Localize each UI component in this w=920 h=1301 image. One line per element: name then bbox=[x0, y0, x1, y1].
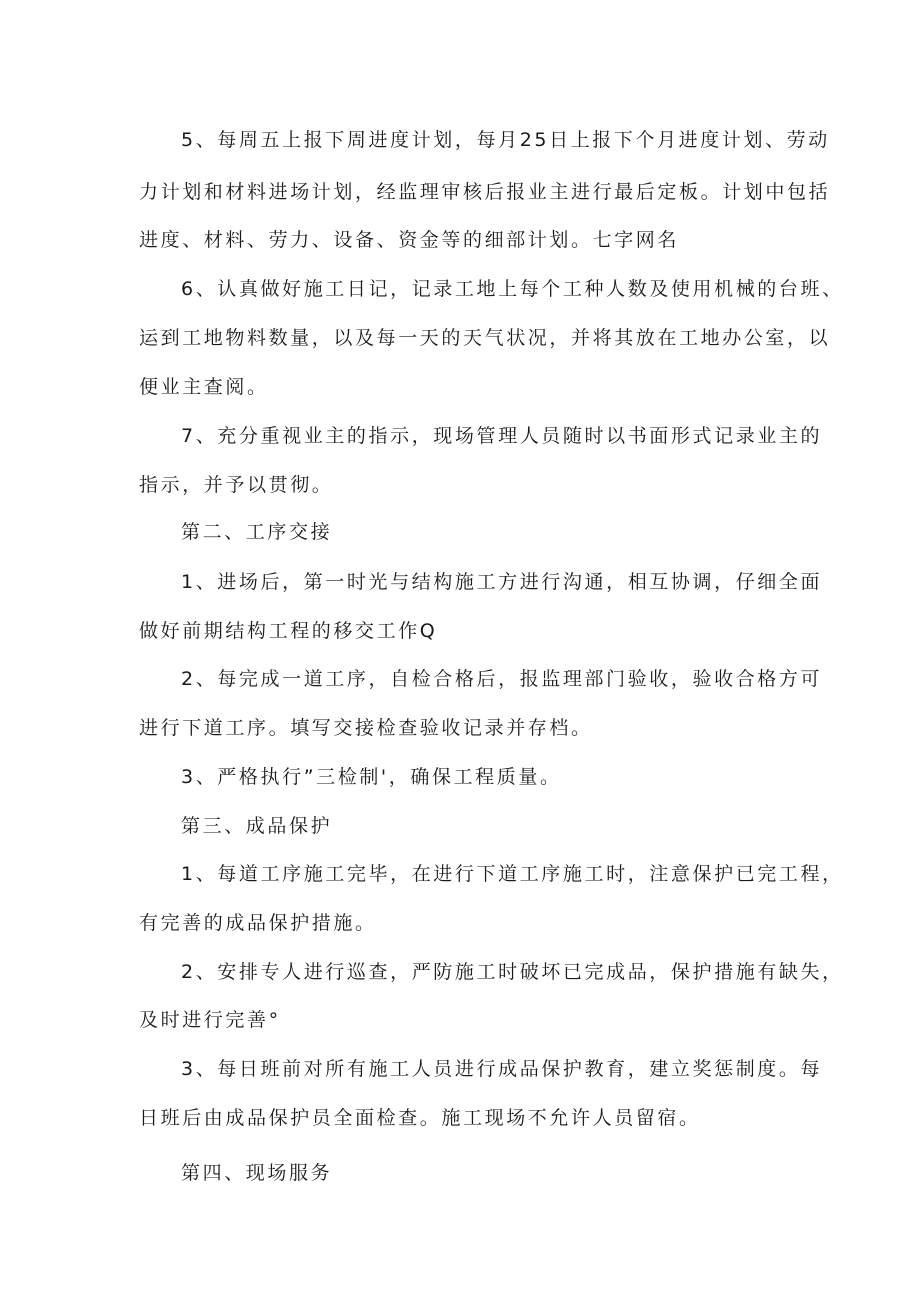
paragraph-5-line-2: 力计划和材料进场计划，经监理审核后报业主进行最后定板。计划中包括 bbox=[139, 181, 831, 203]
section-2-item-3-line-1: 3、严格执行”三检制'，确保工程质量。 bbox=[181, 766, 562, 788]
section-3-item-2-line-2: 及时进行完善° bbox=[139, 1009, 281, 1031]
paragraph-6-line-3: 便业主查阅。 bbox=[139, 376, 269, 398]
section-3-item-3-line-1: 3、每日班前对所有施工人员进行成品保护教育，建立奖惩制度。每 bbox=[181, 1058, 823, 1080]
section-3-item-1-line-2: 有完善的成品保护措施。 bbox=[139, 912, 377, 934]
paragraph-6-line-2: 运到工地物料数量，以及每一天的天气状况，并将其放在工地办公室，以 bbox=[139, 327, 831, 349]
section-heading-2: 第二、工序交接 bbox=[181, 521, 333, 543]
paragraph-7-line-2: 指示，并予以贯彻。 bbox=[139, 474, 334, 496]
section-2-item-1-line-2: 做好前期结构工程的移交工作Q bbox=[139, 620, 438, 642]
paragraph-5-line-1: 5、每周五上报下周进度计划，每月25日上报下个月进度计划、劳动 bbox=[181, 129, 830, 151]
section-3-item-2-line-1: 2、安排专人进行巡查，严防施工时破坏已完成品，保护措施有缺失， bbox=[181, 961, 844, 983]
paragraph-6-line-1: 6、认真做好施工日记，记录工地上每个工种人数及使用机械的台班、 bbox=[181, 278, 844, 300]
section-heading-4: 第四、现场服务 bbox=[181, 1162, 333, 1184]
paragraph-5-line-3: 进度、材料、劳力、设备、资金等的细部计划。七字网名 bbox=[139, 229, 680, 251]
section-3-item-3-line-2: 日班后由成品保护员全面检查。施工现场不允许人员留宿。 bbox=[139, 1107, 701, 1129]
section-2-item-2-line-1: 2、每完成一道工序，自检合格后，报监理部门验收，验收合格方可 bbox=[181, 668, 823, 690]
paragraph-7-line-1: 7、充分重视业主的指示，现场管理人员随时以书面形式记录业主的 bbox=[181, 425, 823, 447]
section-2-item-1-line-1: 1、进场后，第一时光与结构施工方进行沟通，相互协调，仔细全面 bbox=[181, 571, 823, 593]
section-2-item-2-line-2: 进行下道工序。填写交接检查验收记录并存档。 bbox=[139, 717, 593, 739]
section-heading-3: 第三、成品保护 bbox=[181, 815, 333, 837]
section-3-item-1-line-1: 1、每道工序施工完毕，在进行下道工序施工时，注意保护已完工程， bbox=[181, 863, 844, 885]
